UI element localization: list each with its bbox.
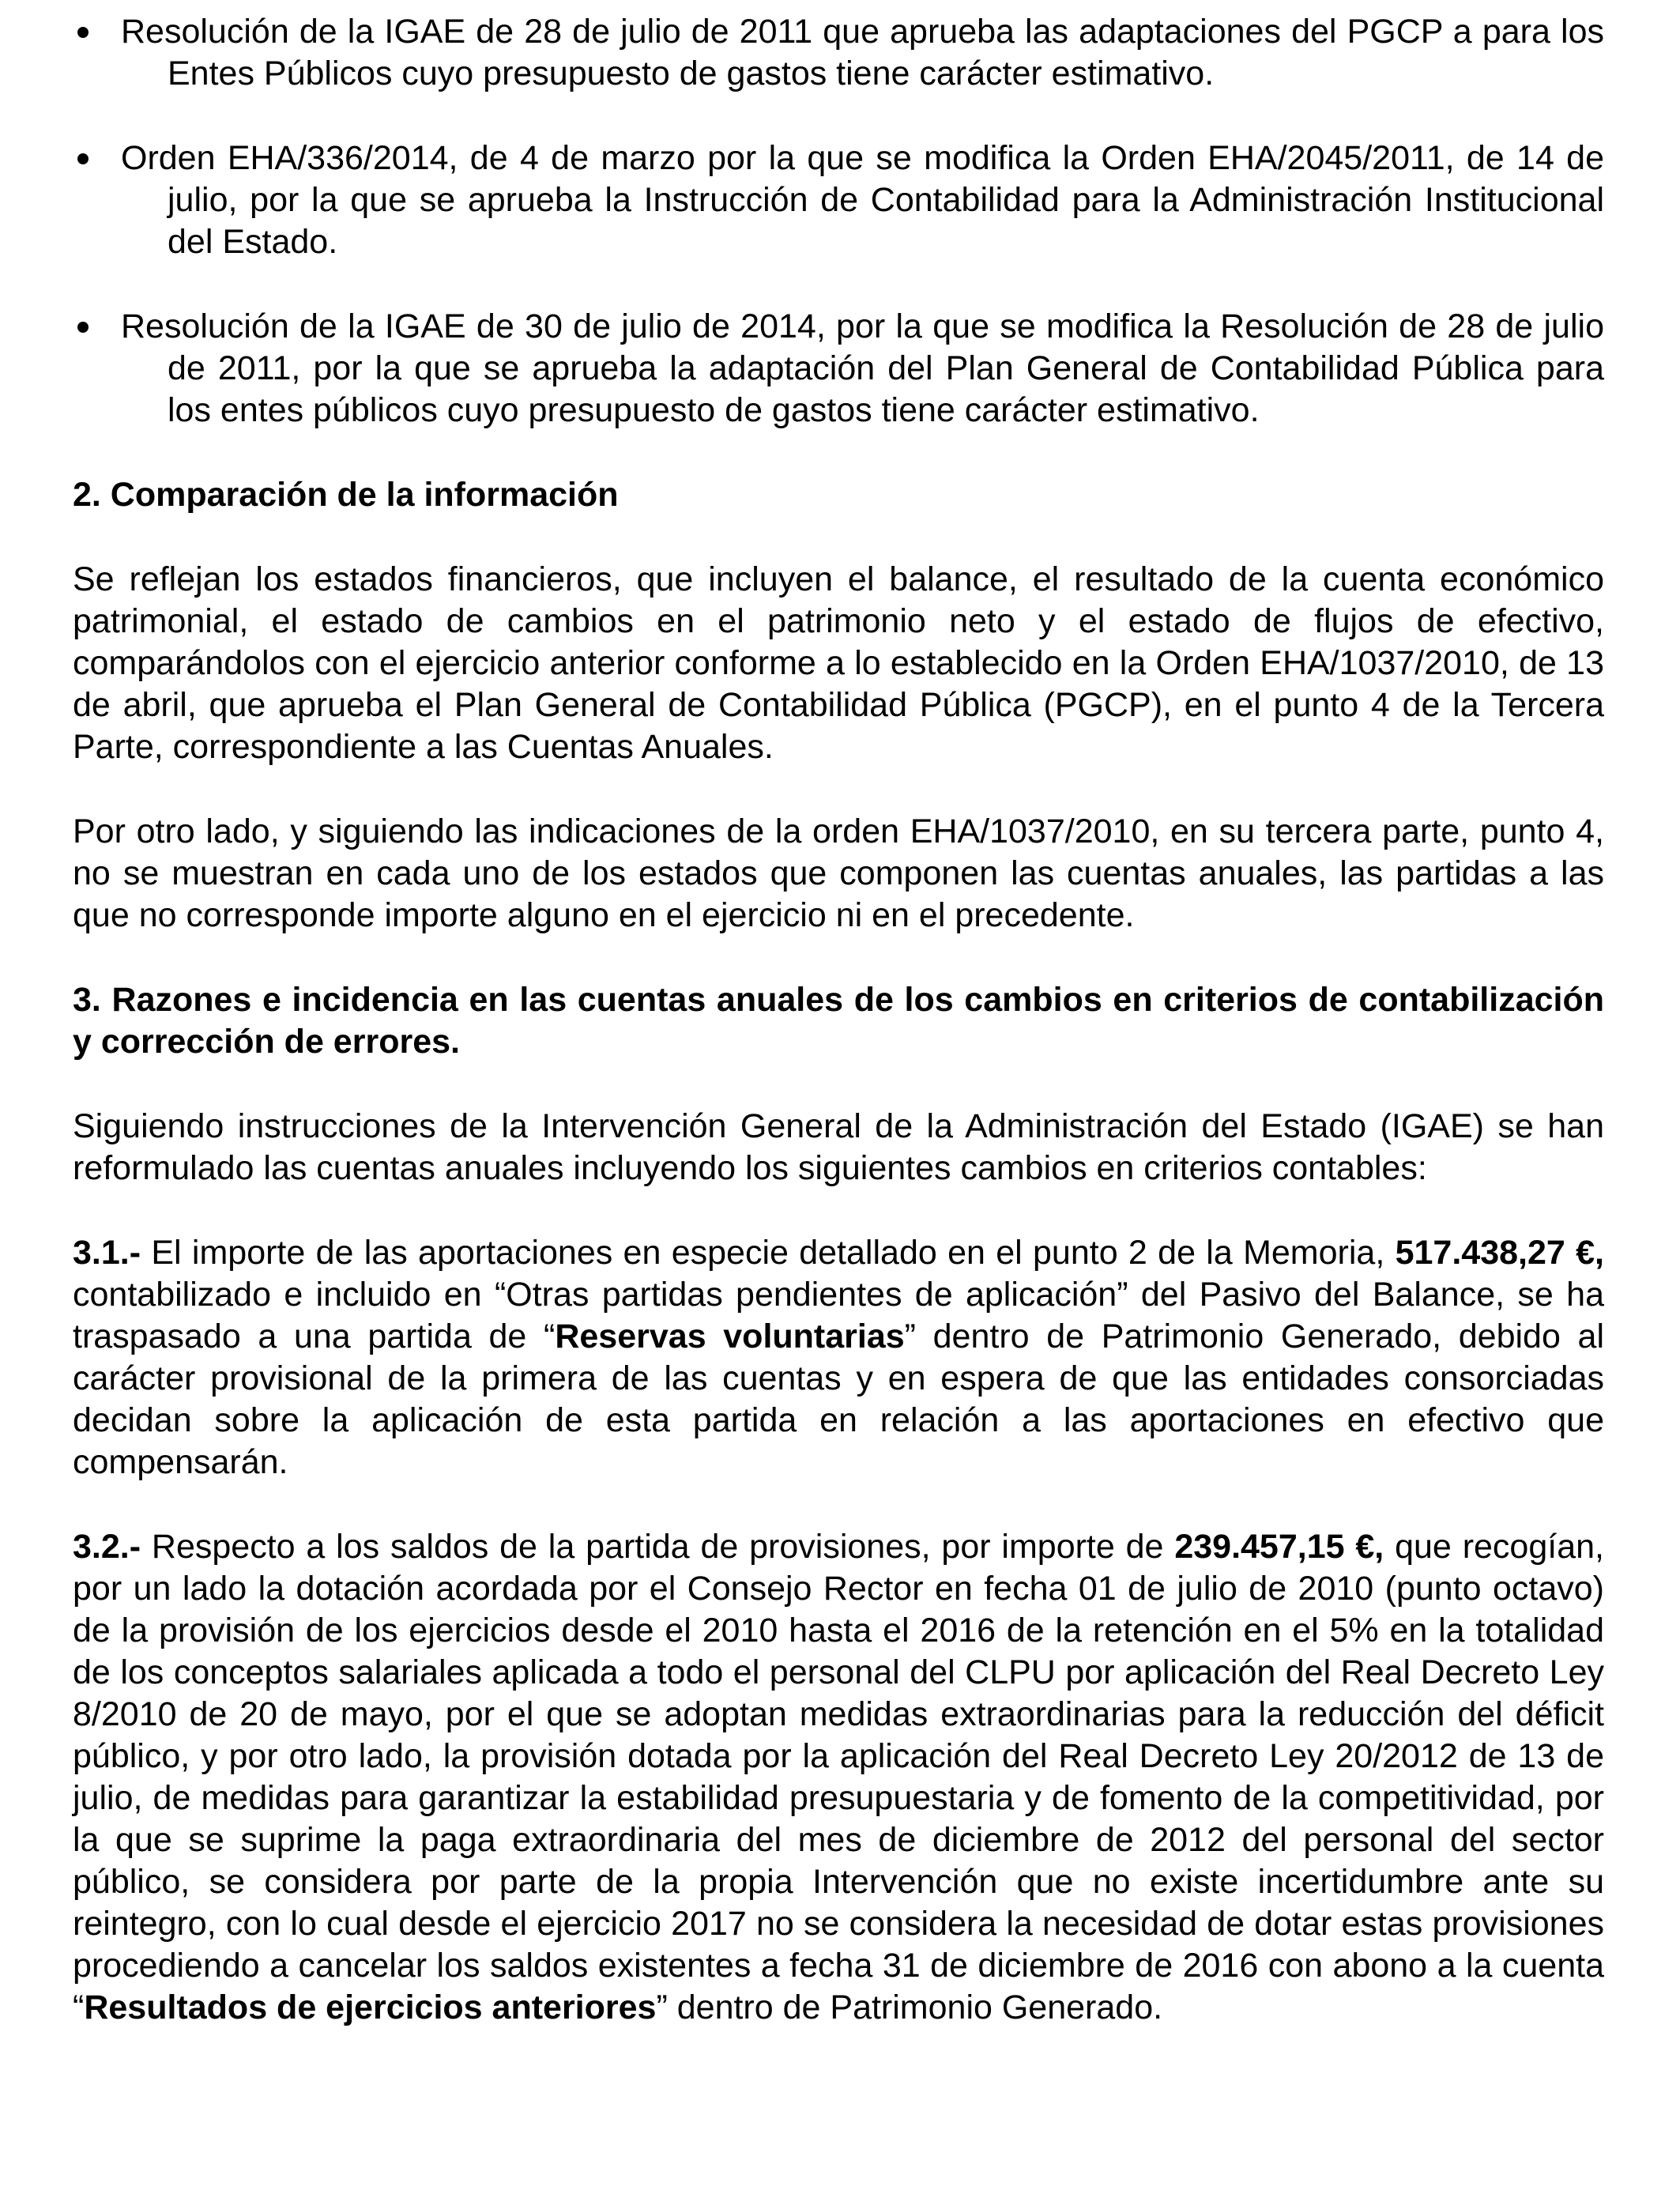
bullet-item: [73, 138, 1604, 263]
paragraph-3-1-text-a: El importe de las aportaciones en especie detallado en el punto 2 de la Memoria,: [141, 1234, 1396, 1272]
paragraph-3-2-emphasis: Resultados de ejercicios anteriores: [84, 1989, 657, 2026]
section-2-paragraph-1: Se reflejan los estados financieros, que incluyen el balance, el resultado de la cuenta económico patrimonial, el estado de cambios en el patrimonio neto y el estado de flujos de efectivo, comparándolos con el ejercicio anterior conforme a lo establecido en la Orden EHA/1037/2010, de 13 de abril, que aprueba el Plan General de Contabilidad Pública (PGCP), en el punto 4 de la Tercera Parte, correspondiente a las Cuentas Anuales.: [73, 560, 1604, 766]
paragraph-3-2-text-b: que recogían, por un lado la dotación acordada por el Consejo Rector en fecha 01 de julio de 2010 (punto octavo) de la provisión de los ejercicios desde el 2010 hasta el 2016 de la retención en el 5% en la totalidad de los conceptos salariales aplicada a todo el personal del CLPU por aplicación del Real Decreto Ley 8/2010 de 20 de mayo, por el que se adoptan medidas extraordinarias para la reducción del déficit público, y por otro lado, la provisión dotada por la aplicación del Real Decreto Ley 20/2012 de 13 de julio, de medidas para garantizar la estabilidad presupuestaria y de fomento de la competitividad, por la que se suprime la paga extraordinaria del mes de diciembre de 2012 del personal del sector público, se considera por parte de la propia Intervención que no existe incertidumbre ante su reintegro, con lo cual desde el ejercicio 2017 no se considera la necesidad de dotar estas provisiones procediendo a cancelar los saldos existentes a fecha 31 de diciembre de 2016 con abono a la cuenta “: [73, 1528, 1604, 2026]
bullet-text: Orden EHA/336/2014, de 4 de marzo por la que se modifica la Orden EHA/2045/2011, de 14 de julio, por la que se aprueba la Instrucción de Contabilidad para la Administración Institucional del Estado.: [121, 139, 1604, 261]
paragraph-3-1-amount: 517.438,27 €,: [1395, 1234, 1604, 1272]
paragraph-3-1-text-c: ” dentro de Patrimonio Generado, debido al carácter provisional de la primera de las cuentas y en espera de que las entidades consorciadas decidan sobre la aplicación de esta partida en relación a las aportaciones en efectivo que compensarán.: [73, 1318, 1605, 1481]
paragraph-3-2-amount: 239.457,15 €,: [1174, 1528, 1384, 1566]
document-page: [73, 11, 1604, 2029]
section-3-heading: 3. Razones e incidencia en las cuentas anuales de los cambios en criterios de contabilización y corrección de errores.: [73, 981, 1604, 1061]
bullet-item: [73, 11, 1604, 95]
paragraph-3-1-label: 3.1.-: [73, 1234, 141, 1272]
bullet-icon: [77, 322, 89, 333]
paragraph-3-1-text-b: contabilizado e incluido en “Otras partidas pendientes de aplicación” del Pasivo del Balance, se ha traspasado a una partida de “: [73, 1276, 1604, 1355]
paragraph-3-2-text-a: Respecto a los saldos de la partida de provisiones, por importe de: [141, 1528, 1175, 1566]
paragraph-3-2-text-c: ” dentro de Patrimonio Generado.: [656, 1989, 1163, 2026]
bullet-text: Resolución de la IGAE de 30 de julio de 2014, por la que se modifica la Resolución de 28 de julio de 2011, por la que se aprueba la adaptación del Plan General de Contabilidad Pública para los entes públicos cuyo presupuesto de gastos tiene carácter estimativo.: [121, 307, 1604, 429]
bullet-icon: [77, 27, 89, 38]
section-2-heading: 2. Comparación de la información: [73, 476, 619, 514]
paragraph-3-2: [73, 1526, 1604, 2029]
section-3-intro: Siguiendo instrucciones de la Intervención General de la Administración del Estado (IGAE) se han reformulado las cuentas anuales incluyendo los siguientes cambios en criterios contables:: [73, 1107, 1604, 1187]
paragraph-3-1-emphasis: Reservas voluntarias: [555, 1318, 905, 1355]
bullet-text: Resolución de la IGAE de 28 de julio de 2011 que aprueba las adaptaciones del PGCP a para los Entes Públicos cuyo presupuesto de gastos tiene carácter estimativo.: [121, 13, 1604, 92]
bullet-icon: [77, 153, 89, 164]
bullet-item: [73, 306, 1604, 432]
paragraph-3-1: [73, 1232, 1604, 1483]
section-2-paragraph-2: Por otro lado, y siguiendo las indicaciones de la orden EHA/1037/2010, en su tercera parte, punto 4, no se muestran en cada uno de los estados que componen las cuentas anuales, las partidas a las que no corresponde importe alguno en el ejercicio ni en el precedente.: [73, 812, 1604, 934]
paragraph-3-2-label: 3.2.-: [73, 1528, 141, 1566]
